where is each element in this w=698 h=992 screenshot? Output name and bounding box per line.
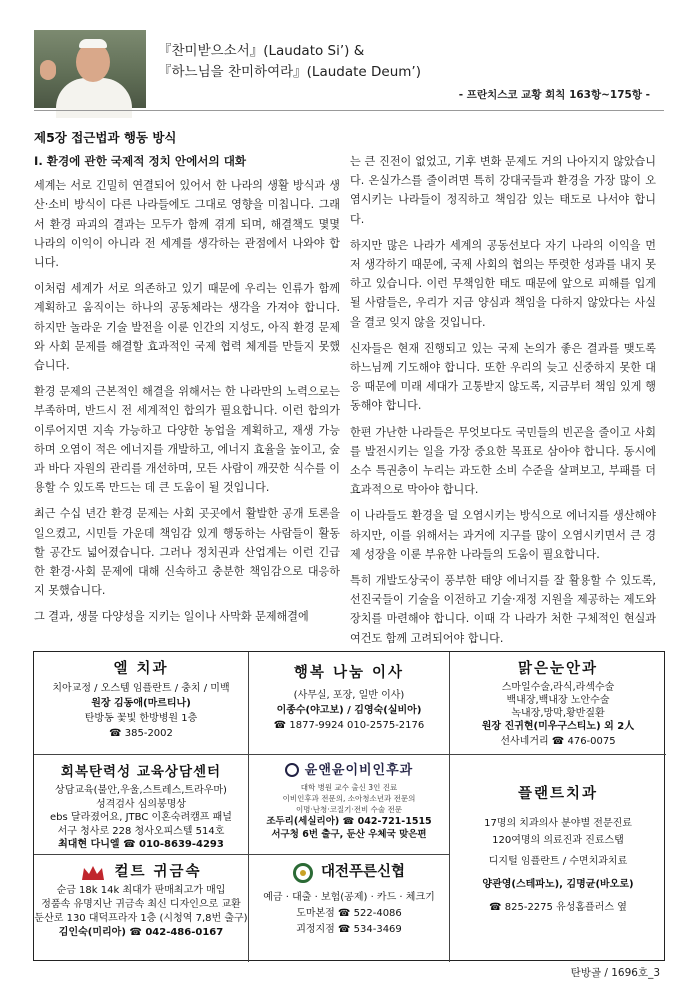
- paragraph: 세계는 서로 긴밀히 연결되어 있어서 한 나라의 생활 방식과 생산·소비 방식이 다른 나라들에도 그대로 영향을 미칩니다. 그래서 환경 파괴의 결과는 모두가 함께 겪게 되며, 해결책도 몇몇 나라의 이익이 아니라 전 세계를 생각하는 관점에서 나와야 합니다.: [34, 179, 340, 270]
- ad-line: 120여명의 의료진과 진료스탭: [492, 835, 624, 846]
- ad-address: 서구 청사로 228 청사오피스텔 514호: [57, 825, 225, 837]
- ad-line: 이명·난청·코질기·전비 수술 전문: [295, 805, 403, 814]
- ad-el-dental: [34, 652, 249, 755]
- ad-phone: 도마본점 ☎ 522-4086: [296, 908, 402, 919]
- ad-line: ebs 달라졌어요, JTBC 이혼숙려캠프 패널: [50, 812, 232, 823]
- paragraph: 는 큰 진전이 없었고, 기후 변화 문제도 거의 나아지지 않았습니다. 온실가스를 줄이려면 특히 강대국들과 환경을 가장 많이 오염시키는 나라들이 정직하고 책임감 있는 태도로 나서야 합니다.: [350, 155, 656, 226]
- paragraph: 그 결과, 생물 다양성을 지키는 일이나 사막화 문제해결에: [34, 610, 309, 624]
- ad-line: 대학 병원 교수 출신 3인 진료: [300, 783, 398, 792]
- ad-owner: 김인숙(미리아) ☎ 042-486-0167: [58, 927, 224, 938]
- title-line-2: 『하느님을 찬미하여라』(Laudate Deum’): [158, 64, 421, 80]
- ad-phone: 괴정지점 ☎ 534-3469: [296, 924, 402, 935]
- ad-title: 행복 나눔 이사: [293, 665, 405, 681]
- ad-owner: 원장 김동애(마르티나): [91, 698, 191, 709]
- left-column: [34, 152, 340, 634]
- clinic-logo: [249, 763, 449, 778]
- paragraph: 특히 개발도상국이 풍부한 태양 에너지를 잘 활용할 수 있도록, 선진국들이 기술을 이전하고 기술·재정 지원을 제공하는 제도와 장치를 마련해야 합니다. 이때 각 나라가 처한 구체적인 현실과 여건도 함께 고려되어야 합니다.: [350, 574, 656, 645]
- ad-line: 성격검사 심의봉명상: [95, 798, 187, 810]
- ring-logo-icon: [285, 763, 299, 777]
- header-divider: [34, 110, 664, 111]
- title-line-1: 『찬미받으소서』(Laudato Si’) &: [158, 43, 365, 59]
- ad-eye-clinic: [450, 652, 666, 755]
- ad-phone: 선사네거리 ☎ 476-0075: [500, 736, 616, 747]
- ad-phone: ☎ 1877-9924 010-2575-2176: [273, 720, 425, 731]
- ad-owner: 이종수(야고보) / 김영숙(실비아): [276, 705, 422, 716]
- ad-title: 컬트 귀금속: [114, 864, 202, 880]
- ad-moving: [249, 652, 450, 755]
- ad-phone: ☎ 385-2002: [109, 728, 173, 739]
- ad-address: 둔산로 130 대덕프라자 1층 (시청역 7,8번 출구): [34, 913, 248, 924]
- right-column: [350, 152, 656, 655]
- paragraph: 최근 수십 년간 환경 문제는 사회 곳곳에서 활발한 공개 토론을 일으켰고, 시민들 가운데 책임감 있게 행동하는 사람들이 활동할 공간도 넓어졌습니다. 그러나 정치권과 산업계는 이런 긴급한 환경·사회 문제에 대해 신속하고 충분한 책임감으로 대응하지 못했습니다.: [34, 507, 340, 598]
- ad-title: 회복탄력성 교육상담센터: [60, 764, 222, 780]
- chapter-heading: 제5장 접근법과 행동 방식: [34, 130, 177, 145]
- ad-address: 서구청 6번 출구, 둔산 우체국 맞은편: [271, 829, 427, 840]
- paragraph: 한편 가난한 나라들은 무엇보다도 국민들의 빈곤을 줄이고 사회를 발전시키는 일을 가장 중요한 목표로 삼아야 합니다. 동시에 소수 특권층이 누리는 과도한 소비 수준을 살펴보고, 부패를 더 효과적으로 막아야 합니다.: [350, 425, 656, 497]
- ad-title-row: [34, 861, 248, 884]
- ad-plant-dental: [450, 755, 666, 913]
- ad-title: 플랜트치과: [517, 786, 599, 802]
- page-footer: 탄방골 / 1696호_3: [570, 967, 660, 979]
- ad-owner: 조두리(세실리아) ☎ 042-721-1515: [266, 816, 432, 827]
- header: [34, 30, 664, 108]
- paragraph: 환경 문제의 근본적인 해결을 위해서는 한 나라만의 노력으로는 부족하며, 반드시 전 세계적인 합의가 필요합니다. 이런 합의가 이루어지면 지속 가능하고 다양한 농업을 계획하고, 재생 가능하며 오염이 적은 에너지를 개발하고, 에너지 효율을 높이고, 숲과 바다 자원의 관리를 개선하며, 모든 사람이 깨끗한 식수를 이용할 수 있도록 만드는 데 큰 도움이 될 것입니다.: [34, 385, 340, 495]
- clinic-name: 윤앤윤이비인후과: [304, 763, 414, 778]
- ad-credit-union: [249, 855, 450, 962]
- ad-owner: 원장 진귀현(미우구스티노) 외 2人: [481, 721, 635, 732]
- ad-line: 17명의 치과의사 분야별 전문진료: [484, 818, 632, 829]
- crown-icon: [80, 864, 106, 882]
- ad-phone: ☎ 825-2275 유성홈플러스 옆: [489, 902, 627, 913]
- paragraph: 이처럼 세계가 서로 의존하고 있기 때문에 우리는 인류가 함께 계획하고 움직이는 하나의 공동체라는 생각을 가져야 합니다. 하지만 놀라운 기술 발전을 이룬 인간의 지성도, 아직 환경 문제와 사회 문제를 해결할 효과적인 국제 협력 체계를 만들지 못했습니다.: [34, 282, 340, 373]
- ad-counseling-center: [34, 755, 249, 855]
- ad-line: 정품속 유명지난 귀금속 최신 디자인으로 교환: [41, 899, 241, 910]
- paragraph: 이 나라들도 환경을 덜 오염시키는 방식으로 에너지를 생산해야 하지만, 이를 위해서는 과거에 지구를 많이 오염시키면서 큰 경제 성장을 이룬 부유한 나라들의 도움이 필요합니다.: [350, 509, 656, 561]
- credit-union-logo-icon: [293, 863, 313, 883]
- ad-line: (사무실, 포장, 일반 이사): [293, 690, 405, 701]
- ad-owner: 최대현 다니엘 ☎ 010-8639-4293: [58, 839, 224, 850]
- ad-title: 엘 치과: [113, 661, 169, 677]
- ad-cult-jewelry: [34, 855, 249, 962]
- ad-empty-cell: [450, 855, 666, 962]
- ad-owner: 양관영(스테파노), 김명균(바오로): [482, 879, 634, 890]
- ad-address: 탄방동 꽃빛 한방병원 1층: [84, 713, 198, 724]
- ad-line: 디지털 임플란트 / 수면치과치료: [488, 856, 628, 867]
- subtitle: - 프란치스코 교황 회칙 163항~175항 -: [458, 89, 650, 101]
- ad-title: 대전푸른신협: [320, 864, 406, 880]
- section-heading: Ⅰ. 환경에 관한 국제적 정치 안에서의 대화: [34, 154, 247, 168]
- ad-line: 백내장,백내장 노안수술: [506, 695, 610, 706]
- ad-ent-clinic: [249, 755, 450, 855]
- ad-line: 상담교육(불안,우울,스트레스,트라우마): [55, 785, 227, 796]
- paragraph: 신자들은 현재 진행되고 있는 국제 논의가 좋은 결과를 맺도록 하느님께 기도해야 합니다. 또한 우리의 늦고 신중하지 못한 대응 때문에 미래 세대가 고통받지 않도록, 지금부터 책임 있게 행동해야 합니다.: [350, 341, 656, 413]
- pope-photo: [34, 30, 146, 108]
- ad-line: 스마일수술,라식,라섹수술: [501, 682, 615, 693]
- ad-line: 예금 · 대출 · 보험(공제) · 카드 · 체크기: [263, 892, 435, 903]
- ad-grid: [33, 651, 665, 961]
- ad-line: 이비인후과 전문의, 소아청소년과 전문의: [282, 794, 416, 803]
- paragraph: 하지만 많은 나라가 세계의 공동선보다 자기 나라의 이익을 먼저 생각하기 때문에, 국제 사회의 협의는 뚜렷한 성과를 내지 못하고 있습니다. 이런 무책임한 태도 때문에 앞으로 피해를 입게 될 사람들은, 우리가 지금 양심과 책임을 다하지 않았다는 사실을 결코 잊지 않을 것입니다.: [350, 238, 656, 329]
- ad-title: 맑은눈안과: [517, 661, 599, 677]
- ad-line: 치아교정 / 오스템 임플란트 / 충치 / 미백: [52, 683, 230, 694]
- ad-title-row: [249, 861, 449, 884]
- ad-line: 순금 18k 14k 최대가 판매최고가 매입: [56, 885, 226, 896]
- ad-line: 녹내장,망막,황반질환: [511, 708, 605, 719]
